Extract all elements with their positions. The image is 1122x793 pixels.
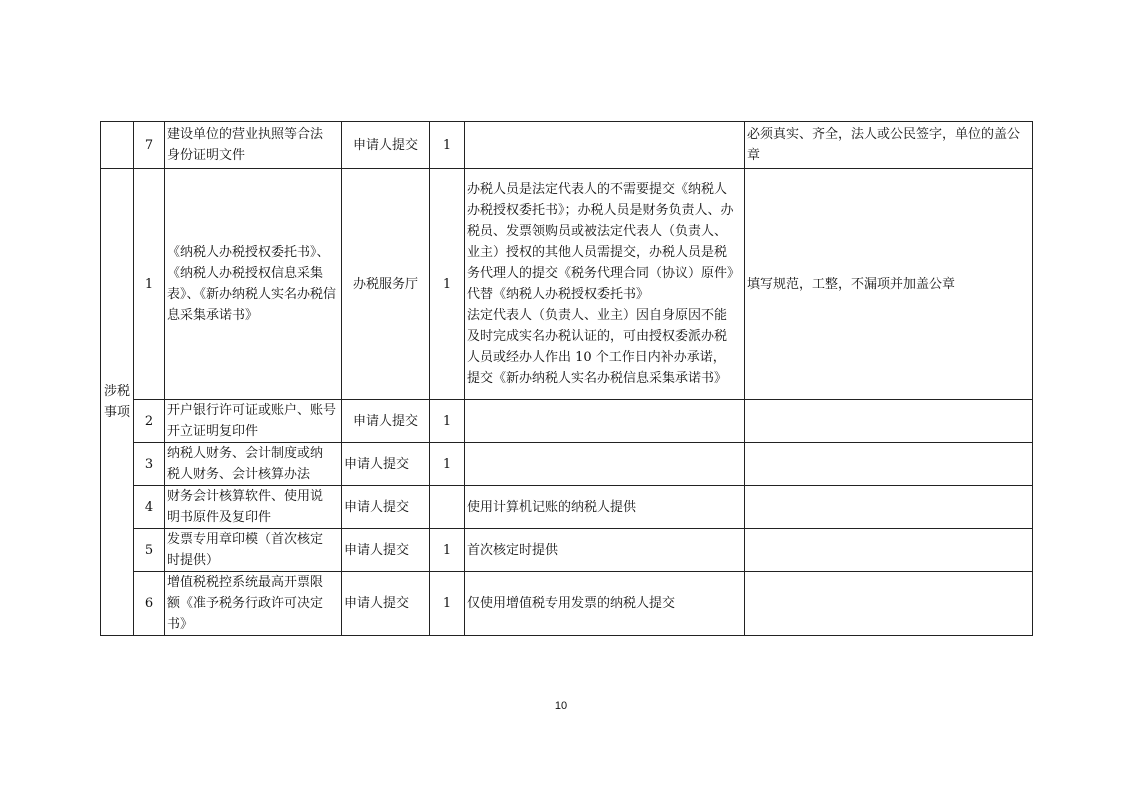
requirement-cell: [745, 572, 1033, 636]
item-number: 6: [134, 572, 165, 636]
item-number: 5: [134, 529, 165, 572]
document-name: 纳税人财务、会计制度或纳 税人财务、会计核算办法: [165, 443, 342, 486]
note-cell: 办税人员是法定代表人的不需要提交《纳税人 办税授权委托书》；办税人员是财务负责人、办 税员、发票领购员或被法定代表人（负责人、 业主）授权的其他人员需提交，办税人员是税 务代理人的提交《税务代理合同（协议）原件》 代替《纳税人办税授权委托书》 法定代表人（负责人、业主）因自身原因不能 及时完成实名办税认证的，可由授权委派办税 人员或经办人作出 10 个工作日内补办承诺， 提交《新办纳税人实名办税信息采集承诺书》: [465, 169, 745, 400]
table-row: [101, 572, 1033, 636]
copy-count: 1: [430, 572, 465, 636]
document-name: 开户银行许可证或账户、账号 开立证明复印件: [165, 400, 342, 443]
category-cell: 涉税 事项: [101, 169, 134, 636]
page-number: 10: [554, 700, 568, 712]
note-cell: 仅使用增值税专用发票的纳税人提交: [465, 572, 745, 636]
requirement-cell: 填写规范，工整，不漏项并加盖公章: [745, 169, 1033, 400]
document-source: 申请人提交: [342, 572, 430, 636]
item-number: 3: [134, 443, 165, 486]
table-row: [101, 443, 1033, 486]
document-source: 申请人提交: [342, 122, 430, 169]
item-number: 4: [134, 486, 165, 529]
document-source: 申请人提交: [342, 529, 430, 572]
requirement-cell: [745, 400, 1033, 443]
copy-count: 1: [430, 443, 465, 486]
note-cell: [465, 122, 745, 169]
item-number: 2: [134, 400, 165, 443]
table-row: [101, 486, 1033, 529]
document-name: 《纳税人办税授权委托书》、 《纳税人办税授权信息采集 表》、《新办纳税人实名办税信 息采集承诺书》: [165, 169, 342, 400]
note-cell: 使用计算机记账的纳税人提供: [465, 486, 745, 529]
document-name: 增值税税控系统最高开票限 额《准予税务行政许可决定 书》: [165, 572, 342, 636]
table-row: [101, 169, 1033, 400]
requirement-cell: [745, 529, 1033, 572]
table-row: [101, 400, 1033, 443]
item-number: 7: [134, 122, 165, 169]
note-cell: [465, 400, 745, 443]
document-source: 申请人提交: [342, 443, 430, 486]
requirement-cell: 必须真实、齐全，法人或公民签字，单位的盖公 章: [745, 122, 1033, 169]
table-row: [101, 529, 1033, 572]
copy-count: 1: [430, 400, 465, 443]
document-name: 财务会计核算软件、使用说 明书原件及复印件: [165, 486, 342, 529]
requirement-cell: [745, 443, 1033, 486]
copy-count: 1: [430, 122, 465, 169]
document-source: 办税服务厅: [342, 169, 430, 400]
requirements-table: [100, 121, 1033, 636]
copy-count: 1: [430, 529, 465, 572]
copy-count: [430, 486, 465, 529]
requirement-cell: [745, 486, 1033, 529]
note-cell: 首次核定时提供: [465, 529, 745, 572]
document-name: 发票专用章印模（首次核定 时提供）: [165, 529, 342, 572]
category-cell-empty: [101, 122, 134, 169]
item-number: 1: [134, 169, 165, 400]
note-cell: [465, 443, 745, 486]
table-row: [101, 122, 1033, 169]
document-name: 建设单位的营业执照等合法 身份证明文件: [165, 122, 342, 169]
document-source: 申请人提交: [342, 486, 430, 529]
document-source: 申请人提交: [342, 400, 430, 443]
copy-count: 1: [430, 169, 465, 400]
